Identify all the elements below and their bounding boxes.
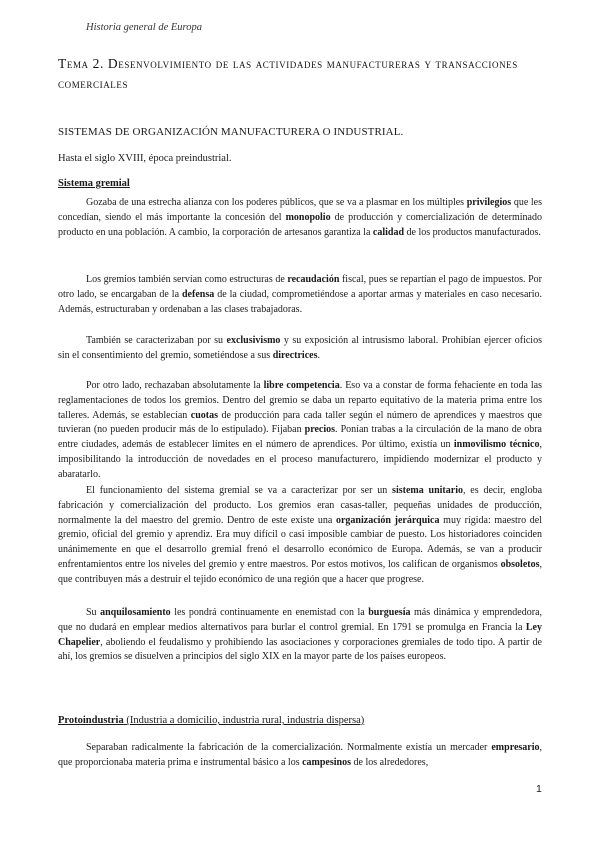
- heading-protoindustria-note: (Industria a domicilio, industria rural, industria dispersa): [123, 715, 365, 726]
- paragraph-gremial-1: [58, 196, 542, 240]
- document-title: Tema 2. Desenvolvimiento de las actividades manufactureras y transacciones comerciales: [58, 56, 518, 91]
- text-run: de producción para cada taller según el número de aprendices y maestros que tuvieran (no pueden producir más de lo estipulado). Fijaban: [58, 409, 542, 436]
- bold-term: organización jerárquica: [335, 514, 440, 526]
- text-run: de producción y comercialización de determinado producto en una población. A cambio, la corporación de artesanos garantiza la: [58, 211, 542, 238]
- text-run: más dinámica y emprendedora, que no dudará en emplear medios alternativos para burlar el control gremial. En 1791 se promulga en Francia la: [58, 607, 543, 633]
- text-run: El funcionamiento del sistema gremial se va a caracterizar por ser un: [86, 485, 393, 496]
- bold-term: libre competencia: [263, 380, 340, 391]
- running-header: Historia general de Europa: [86, 22, 202, 33]
- bold-term: sistema unitario: [392, 485, 463, 496]
- text-run: de la ciudad, comprometiéndose a aportar armas y materiales en caso necesario. Además, estructuraban y ordenaban a las clases trabajadoras.: [58, 288, 542, 315]
- bold-term: directrices: [272, 349, 318, 361]
- bold-term: exclusivismo: [226, 335, 281, 346]
- text-run: .: [317, 349, 320, 361]
- text-run: Los gremios también servían como estructuras de: [86, 274, 288, 285]
- text-run: Su: [86, 607, 101, 618]
- text-run: fiscal, pues se repartían el pago de impuestos. Por otro lado, se encargaban de la: [58, 274, 543, 300]
- bold-term: precios: [304, 424, 336, 436]
- text-run: les pondrá continuamente en enemistad con la: [170, 607, 369, 618]
- text-run: , imposibilitando la introducción de novedades en el proceso manufacturero, impidiendo modernizar el producto y abaratarlo.: [58, 439, 542, 480]
- text-run: , que contribuyen más a destruir el tejido económico de una región que a hacer que progrese.: [58, 558, 542, 585]
- text-run: y su exposición al intrusismo laboral. Prohibían ejercer oficios sin el consentimiento del gremio, sometiéndose a sus: [58, 335, 542, 361]
- text-run: Separaban radicalmente la fabricación de la comercialización. Normalmente existía un mercader: [86, 742, 492, 753]
- heading-protoindustria: [58, 715, 364, 726]
- text-run: . Ponían trabas a la circulación de la mano de obra entre ciudades, además de establecer límites en el número de aprendices. Por último, existía un: [58, 424, 542, 451]
- paragraph-gremial-3: [58, 334, 542, 364]
- bold-term: obsoletos: [500, 558, 540, 570]
- bold-term: monopolio: [285, 211, 331, 223]
- text-run: , es decir, engloba fabricación y comercialización del producto. Los gremios eran casas-taller, pequeñas unidades de producción, normalmente la del maestro del gremio. Dentro de este existe una: [58, 485, 543, 526]
- bold-term: recaudación: [287, 274, 340, 285]
- bold-term: Ley Chapelier: [58, 621, 542, 648]
- paragraph-proto-1: [58, 741, 542, 771]
- bold-term: cuotas: [190, 409, 218, 421]
- text-run: que les concedían, siendo el más importante la concesión del: [58, 197, 543, 223]
- bold-term: anquilosamiento: [100, 607, 171, 618]
- bold-term: burguesía: [368, 607, 411, 618]
- paragraph-gremial-4: [58, 379, 542, 483]
- bold-term: defensa: [182, 288, 215, 300]
- text-run: de los productos manufacturados.: [404, 226, 541, 238]
- text-run: También se caracterizaban por su: [86, 335, 227, 346]
- intro-text: Hasta el siglo XVIII, época preindustrial.: [58, 153, 232, 164]
- bold-term: privilegios: [466, 197, 512, 208]
- text-run: muy rígida: maestro del gremio, oficial del gremio y aprendiz. Era muy difícil o casi imposible cambiar de puesto. Los historiadores coinciden unánimemente en que el desarrollo gremial frenó el desarrollo económico de Europa. Además, se van a producir enfrentamientos entre los niveles del gremio y entre maestros. Por estos motivos, los califican de organismos: [58, 514, 542, 570]
- text-run: . Eso va a constar de forma fehaciente en toda las reglamentaciones de todos los gremios. Dentro del gremio se daba un reparto equitativo de la materia prima entre los talleres. Además, se establecían: [58, 380, 542, 421]
- bold-term: campesinos: [302, 756, 351, 768]
- paragraph-gremial-6: [58, 606, 542, 665]
- bold-term: empresario: [491, 742, 540, 753]
- bold-term: inmovilismo técnico: [453, 439, 540, 451]
- text-run: Gozaba de una estrecha alianza con los poderes públicos, que se va a plasmar en los múltiples: [86, 197, 467, 208]
- paragraph-gremial-2: [58, 273, 542, 317]
- heading-protoindustria-label: Protoindustria: [58, 715, 124, 726]
- text-run: , aboliendo el feudalismo y prohibiendo las asociaciones y corporaciones gremiales de todo tipo. A partir de ahí, los gremios se disuelven a principios del siglo XIX en la mayor parte de los países europeos.: [58, 636, 542, 663]
- section-title: SISTEMAS DE ORGANIZACIÓN MANUFACTURERA O INDUSTRIAL.: [58, 126, 404, 138]
- text-run: Por otro lado, rechazaban absolutamente la: [86, 380, 264, 391]
- heading-sistema-gremial: Sistema gremial: [58, 178, 130, 189]
- text-run: , que proporcionaba materia prima e instrumental básico a los: [58, 742, 542, 768]
- paragraph-gremial-5: [58, 484, 542, 588]
- text-run: de los alrededores,: [351, 756, 429, 768]
- page-number: 1: [536, 783, 542, 795]
- bold-term: calidad: [372, 226, 405, 238]
